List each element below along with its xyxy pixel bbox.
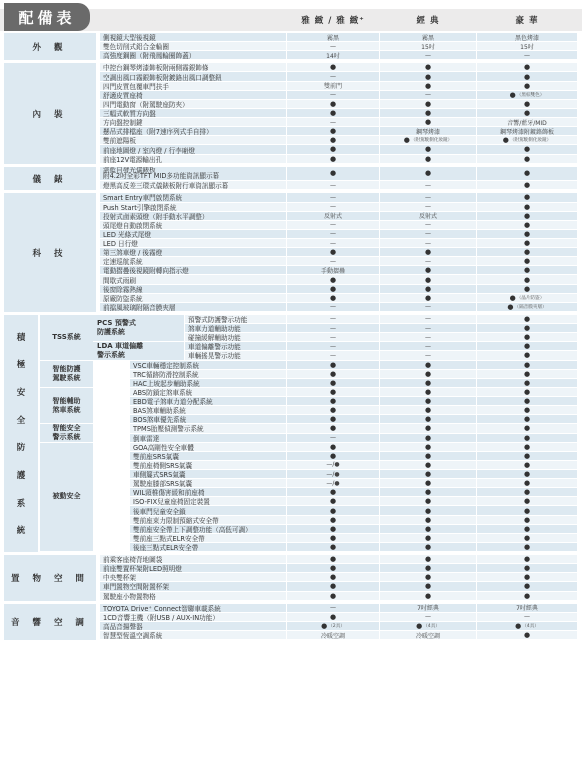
- spec-cell: ●: [380, 506, 476, 515]
- feature-label: 駕駛座膝部SRS氣囊: [130, 479, 286, 488]
- spec-cell: ●: [477, 315, 577, 324]
- spec-cell: ●: [380, 415, 476, 424]
- spec-cell: ●: [477, 351, 577, 360]
- spec-cell: ●: [380, 497, 476, 506]
- spec-cell: ●: [477, 592, 577, 601]
- sub-system-label: PCS 預警式 防護系統: [93, 315, 184, 342]
- spec-cell: ●: [380, 582, 476, 591]
- spec-cell: —: [380, 239, 476, 248]
- section-label-char: 安: [16, 388, 26, 398]
- spec-cell: —: [287, 181, 379, 190]
- spec-cell: [287, 622, 379, 631]
- group-label: 智能防護 駕駛系統: [40, 361, 93, 388]
- feature-label: 雙前座安全帶上下調整功能（高低可調）: [130, 525, 286, 534]
- spec-cell: ●: [380, 461, 476, 470]
- spec-cell: ●: [477, 470, 577, 479]
- spec-cell: —: [287, 342, 379, 351]
- spec-cell: ●: [380, 145, 476, 154]
- feature-label: 中控台鋼琴烤漆飾板附兩側霧銀飾條: [100, 63, 286, 72]
- spec-cell: —: [380, 324, 476, 333]
- spec-cell: ●: [477, 379, 577, 388]
- spec-cell: ●: [477, 181, 577, 190]
- spec-cell: ●: [380, 543, 476, 552]
- feature-label: 投射式鹵素頭燈（附手動水平調整）: [100, 212, 286, 221]
- spec-cell: ●: [287, 555, 379, 564]
- spec-cell: ●: [477, 543, 577, 552]
- spec-cell: ●: [477, 479, 577, 488]
- spec-cell: ●: [287, 573, 379, 582]
- spec-cell: ●: [477, 370, 577, 379]
- section-label: 儀 錶: [4, 167, 96, 191]
- spec-cell: [477, 303, 577, 312]
- cell-note: （黑棕雙色）: [516, 92, 545, 98]
- spec-cell: ●: [287, 525, 379, 534]
- spec-cell: ●: [477, 397, 577, 406]
- cell-note: （隔音膜夾層）: [514, 304, 547, 310]
- spec-cell: ●: [380, 72, 476, 81]
- spec-cell: ●: [287, 127, 379, 136]
- feature-label: 中央雙杯架: [100, 573, 286, 582]
- feature-label: 前座12V電源輸出孔: [100, 155, 286, 164]
- table-header: [0, 0, 582, 31]
- cell-note: （4具）: [423, 623, 440, 629]
- spec-cell: ●: [287, 100, 379, 109]
- spec-cell: [477, 622, 577, 631]
- spec-cell: ●: [287, 516, 379, 525]
- spec-cell: ●: [380, 63, 476, 72]
- spec-cell: ●: [380, 379, 476, 388]
- spec-cell: 鋼琴烤漆: [380, 127, 476, 136]
- group-label: 智能安全 警示系統: [40, 424, 93, 442]
- spec-cell: ●: [477, 324, 577, 333]
- spec-cell: ●: [477, 415, 577, 424]
- included-mark: ●: [515, 621, 522, 630]
- spec-cell: [380, 136, 476, 145]
- spec-cell: ●: [380, 294, 476, 303]
- spec-cell: ●: [287, 406, 379, 415]
- spec-cell: ●: [477, 248, 577, 257]
- feature-label: ISO-FIX兒童座椅固定裝置: [130, 497, 286, 506]
- spec-cell: ●: [287, 388, 379, 397]
- section-label: 置 物 空 間: [4, 555, 96, 601]
- spec-cell: ●: [477, 361, 577, 370]
- feature-label: Push Start引擎啟閉系統: [100, 203, 286, 212]
- spec-cell: —: [287, 303, 379, 312]
- spec-cell: —/●: [287, 479, 379, 488]
- feature-label: 四門電動窗（附駕駛座防夾）: [100, 100, 286, 109]
- spec-cell: ●: [287, 145, 379, 154]
- spec-cell: ●: [477, 534, 577, 543]
- included-mark: ●: [509, 293, 516, 302]
- spec-cell: 霧黑: [380, 33, 476, 42]
- feature-label: 後車門兒童安全鎖: [130, 506, 286, 515]
- feature-label: 雙前座束力限制預縮式安全帶: [130, 516, 286, 525]
- spec-cell: ●: [380, 167, 476, 182]
- feature-label: 倒車雷達: [130, 434, 286, 443]
- spec-cell: ●: [477, 212, 577, 221]
- spec-cell: ●: [477, 333, 577, 342]
- feature-label: 車輛搖晃警示功能: [185, 351, 286, 360]
- feature-label: ABS防鎖定煞車系統: [130, 388, 286, 397]
- spec-cell: —: [287, 72, 379, 81]
- feature-label: 預警式防護警示功能: [185, 315, 286, 324]
- spec-cell: ●: [477, 100, 577, 109]
- spec-cell: ●: [477, 63, 577, 72]
- feature-label: TOYOTA Drive⁺ Connect智聯車載系統: [100, 604, 286, 613]
- spec-cell: ●: [287, 136, 379, 145]
- spec-cell: ●: [287, 488, 379, 497]
- spec-cell: ●: [380, 370, 476, 379]
- spec-cell: ●: [477, 155, 577, 164]
- cell-note: （晶片防盜）: [516, 295, 545, 301]
- spec-cell: ●: [477, 573, 577, 582]
- spec-cell: 手動摺疊: [287, 266, 379, 275]
- spec-cell: ●: [380, 443, 476, 452]
- spec-cell: ●: [287, 167, 379, 182]
- spec-cell: ●: [477, 275, 577, 284]
- spec-cell: —: [380, 221, 476, 230]
- spec-cell: —: [287, 193, 379, 202]
- included-mark: ●: [321, 621, 328, 630]
- spec-cell: ●: [477, 203, 577, 212]
- feature-label: WIL頸椎傷害緩和前座椅: [130, 488, 286, 497]
- feature-label: 車門置物空間附置杯架: [100, 582, 286, 591]
- spec-cell: —: [287, 118, 379, 127]
- spec-cell: ●: [380, 109, 476, 118]
- spec-cell: —: [287, 230, 379, 239]
- feature-label: 原廠防盜系統: [100, 294, 286, 303]
- spec-cell: [477, 91, 577, 100]
- spec-cell: ●: [477, 257, 577, 266]
- feature-label: 煞車力道輔助功能: [185, 324, 286, 333]
- spec-cell: ●: [287, 294, 379, 303]
- spec-cell: ●: [477, 461, 577, 470]
- spec-cell: —: [380, 351, 476, 360]
- feature-label: 車道偏離警示功能: [185, 342, 286, 351]
- feature-label: 懸吊式排檔座（附7速序列式手自排）: [100, 127, 286, 136]
- section-label: 外 觀: [4, 33, 96, 60]
- spec-cell: ●: [477, 109, 577, 118]
- feature-label: Smart Entry車門啟閉系統: [100, 193, 286, 202]
- spec-cell: ●: [477, 506, 577, 515]
- feature-label: 燈黑高反差三環式儀錶板附行車資訊顯示幕: [100, 181, 286, 190]
- spec-cell: ●: [380, 361, 476, 370]
- spec-cell: —: [287, 315, 379, 324]
- spec-cell: 雙前門: [287, 82, 379, 91]
- spec-cell: ●: [477, 266, 577, 275]
- feature-label: TPMS胎壓偵測警示系統: [130, 424, 286, 433]
- feature-label: 1CD音響主機（附USB / AUX-IN功能）: [100, 613, 286, 622]
- spec-cell: ●: [380, 479, 476, 488]
- spec-cell: ●: [477, 388, 577, 397]
- spec-cell: ●: [380, 452, 476, 461]
- spec-cell: 音響/藍牙/MID: [477, 118, 577, 127]
- feature-label: 側視鏡大型後視鏡: [100, 33, 286, 42]
- spec-cell: —: [477, 51, 577, 60]
- spec-cell: ●: [477, 221, 577, 230]
- included-mark: ●: [502, 136, 509, 145]
- spec-cell: 反射式: [287, 212, 379, 221]
- spec-cell: 14吋: [287, 51, 379, 60]
- spec-cell: —: [287, 434, 379, 443]
- spec-cell: —: [380, 181, 476, 190]
- spec-cell: 冷暖空調: [287, 631, 379, 640]
- spec-cell: ●: [287, 424, 379, 433]
- spec-cell: ●: [380, 470, 476, 479]
- included-mark: ●: [507, 302, 514, 311]
- feature-label: 舒適皮質座椅: [100, 91, 286, 100]
- spec-cell: ●: [380, 118, 476, 127]
- section-label-char: 極: [16, 360, 26, 371]
- spec-cell: ●: [287, 543, 379, 552]
- spec-cell: 冷暖空調: [380, 631, 476, 640]
- spec-cell: ●: [287, 109, 379, 118]
- spec-cell: ●: [380, 275, 476, 284]
- feature-label: 湛藍自發光儀錶板 附4.2吋全彩TFT MID多功能資訊顯示幕: [100, 167, 286, 182]
- spec-cell: ●: [380, 248, 476, 257]
- section-label-char: 護: [16, 470, 26, 481]
- section-label-char: 全: [16, 415, 26, 426]
- feature-label: 雙前座椅側SRS氣囊: [130, 461, 286, 470]
- feature-label: 前座雙置杯架附LED照明燈: [100, 564, 286, 573]
- spec-cell: ●: [477, 424, 577, 433]
- spec-cell: —: [287, 221, 379, 230]
- spec-cell: ●: [380, 285, 476, 294]
- spec-cell: ●: [380, 534, 476, 543]
- grade-header-classic: 經 典: [416, 16, 440, 26]
- spec-cell: [477, 294, 577, 303]
- spec-cell: ●: [380, 573, 476, 582]
- spec-cell: ●: [380, 388, 476, 397]
- spec-cell: ●: [380, 266, 476, 275]
- spec-cell: —: [380, 342, 476, 351]
- spec-cell: ●: [287, 285, 379, 294]
- spec-cell: —: [380, 315, 476, 324]
- spec-cell: ●: [477, 497, 577, 506]
- spec-cell: ●: [380, 155, 476, 164]
- feature-label: 方向盤控制鍵: [100, 118, 286, 127]
- grade-header-luxury: 豪 華: [515, 16, 539, 26]
- cell-note: （附駕駛側化妝鏡）: [410, 138, 453, 144]
- feature-label: 電動摺疊後視鏡附轉向指示燈: [100, 266, 286, 275]
- spec-cell: ●: [287, 592, 379, 601]
- spec-cell: ●: [477, 285, 577, 294]
- spec-cell: —/●: [287, 470, 379, 479]
- spec-cell: ●: [287, 443, 379, 452]
- spec-cell: —: [380, 91, 476, 100]
- feature-label: LED 日行燈: [100, 239, 286, 248]
- feature-label: 三幅式軟質方向盤: [100, 109, 286, 118]
- spec-cell: ●: [287, 397, 379, 406]
- spec-cell: —: [287, 351, 379, 360]
- spec-cell: ●: [380, 555, 476, 564]
- group-label: TSS系統: [40, 315, 93, 361]
- feature-label: 間歇式雨刷: [100, 275, 286, 284]
- feature-label: LED 光條式尾燈: [100, 230, 286, 239]
- section-label: 內 裝: [4, 63, 96, 163]
- spec-cell: ●: [287, 582, 379, 591]
- spec-cell: —: [287, 604, 379, 613]
- spec-cell: ●: [477, 230, 577, 239]
- spec-cell: ●: [477, 406, 577, 415]
- spec-cell: ●: [287, 534, 379, 543]
- included-mark: ●: [416, 621, 423, 630]
- spec-cell: ●: [477, 193, 577, 202]
- feature-label: 高強度鋼圈（附飛鳳輪圈飾蓋）: [100, 51, 286, 60]
- section-label: 科 技: [4, 193, 96, 312]
- feature-label: 雙色切削式鋁合金輪圈: [100, 42, 286, 51]
- spec-cell: 15吋: [477, 42, 577, 51]
- spec-cell: —: [287, 324, 379, 333]
- spec-cell: ●: [477, 582, 577, 591]
- included-mark: ●: [403, 136, 410, 145]
- spec-cell: ●: [287, 415, 379, 424]
- spec-cell: 7吋經典: [477, 604, 577, 613]
- spec-cell: 反射式: [380, 212, 476, 221]
- spec-cell: 霧黑: [287, 33, 379, 42]
- section-label-char: 系: [16, 498, 26, 509]
- spec-cell: ●: [477, 516, 577, 525]
- spec-cell: —: [380, 230, 476, 239]
- feature-label: VSC車輛穩定控制系統: [130, 361, 286, 370]
- spec-cell: —: [380, 613, 476, 622]
- spec-cell: 鋼琴烤漆附鍍鉻飾板: [477, 127, 577, 136]
- spec-cell: ●: [287, 613, 379, 622]
- spec-cell: ●: [380, 525, 476, 534]
- feature-label: 車側簾式SRS氣囊: [130, 470, 286, 479]
- section-label-vertical: [4, 315, 38, 552]
- feature-label: 定速巡航系統: [100, 257, 286, 266]
- spec-cell: —: [477, 613, 577, 622]
- spec-cell: ●: [477, 434, 577, 443]
- feature-label: 前座地圖燈 / 室內燈 / 行李廂燈: [100, 145, 286, 154]
- spec-cell: ●: [477, 452, 577, 461]
- spec-cell: ●: [477, 488, 577, 497]
- grade-header-standard: 雅 緻 / 雅 緻⁺: [301, 16, 365, 26]
- feature-label: 雙前座三點式ELR安全帶: [130, 534, 286, 543]
- spec-cell: ●: [477, 145, 577, 154]
- spec-cell: 15吋: [380, 42, 476, 51]
- spec-cell: ●: [380, 406, 476, 415]
- feature-label: 前乘客座椅背地圖袋: [100, 555, 286, 564]
- cell-note: （附駕駛側化妝鏡）: [509, 138, 552, 144]
- feature-label: 雙前遮陽板: [100, 136, 286, 145]
- feature-label: 後窗除霧熱線: [100, 285, 286, 294]
- spec-cell: —/●: [287, 461, 379, 470]
- spec-cell: —: [287, 239, 379, 248]
- feature-label: BAS煞車輔助系統: [130, 406, 286, 415]
- spec-cell: ●: [380, 100, 476, 109]
- spec-cell: ●: [477, 631, 577, 640]
- spec-cell: ●: [477, 72, 577, 81]
- spec-cell: —: [287, 91, 379, 100]
- section-label-char: 防: [16, 443, 26, 454]
- feature-label: EBD電子煞車力道分配系統: [130, 397, 286, 406]
- feature-label: 碰撞緩解輔助功能: [185, 333, 286, 342]
- spec-cell: —: [287, 333, 379, 342]
- spec-cell: ●: [477, 342, 577, 351]
- spec-cell: ●: [477, 167, 577, 182]
- cell-note: （4具）: [522, 623, 539, 629]
- spec-cell: ●: [287, 63, 379, 72]
- cell-note: （2具）: [328, 623, 345, 629]
- spec-cell: [477, 136, 577, 145]
- spec-cell: —: [380, 51, 476, 60]
- feature-label: 前擋風玻璃附隔音膜夾層: [100, 303, 286, 312]
- spec-cell: ●: [287, 452, 379, 461]
- page-title: 配備表: [4, 3, 90, 31]
- spec-cell: ●: [287, 379, 379, 388]
- feature-label: TRC循跡防滑控制系統: [130, 370, 286, 379]
- spec-cell: ●: [287, 248, 379, 257]
- spec-cell: ●: [380, 82, 476, 91]
- group-label: 被動安全: [40, 443, 93, 552]
- feature-label: 四門皮質包覆車門扶手: [100, 82, 286, 91]
- spec-cell: —: [380, 303, 476, 312]
- spec-cell: ●: [380, 592, 476, 601]
- spec-cell: ●: [380, 397, 476, 406]
- spec-cell: ●: [477, 564, 577, 573]
- spec-cell: ●: [477, 555, 577, 564]
- spec-cell: ●: [380, 488, 476, 497]
- spec-cell: ●: [287, 155, 379, 164]
- group-label: 智能輔助 煞車系統: [40, 388, 93, 424]
- spec-cell: ●: [477, 239, 577, 248]
- spec-cell: —: [380, 203, 476, 212]
- spec-cell: ●: [380, 424, 476, 433]
- feature-label: 第三煞車燈 / 後霧燈: [100, 248, 286, 257]
- included-mark: ●: [509, 90, 516, 99]
- feature-label: GOA高剛性安全車體: [130, 443, 286, 452]
- feature-label: 智慧型恆溫空調系統: [100, 631, 286, 640]
- feature-label: HAC上坡起步輔助系統: [130, 379, 286, 388]
- spec-cell: ●: [380, 434, 476, 443]
- spec-cell: ●: [380, 564, 476, 573]
- feature-label: 空調出風口霧銀飾板附鍍鉻出風口調整鈕: [100, 72, 286, 81]
- spec-cell: ●: [477, 525, 577, 534]
- spec-cell: ●: [287, 275, 379, 284]
- spec-cell: ●: [287, 370, 379, 379]
- spec-cell: ●: [380, 516, 476, 525]
- spec-cell: ●: [287, 564, 379, 573]
- spec-cell: ●: [477, 443, 577, 452]
- spec-cell: ●: [477, 82, 577, 91]
- section-label-char: 積: [16, 332, 26, 343]
- feature-label: 高品音揚聲器: [100, 622, 286, 631]
- spec-cell: 黑色烤漆: [477, 33, 577, 42]
- feature-label: 雙前座SRS氣囊: [130, 452, 286, 461]
- spec-cell: ●: [287, 506, 379, 515]
- sub-system-label: LDA 車道偏離 警示系統: [93, 342, 184, 360]
- feature-label: 頭尾燈自動啟閉系統: [100, 221, 286, 230]
- spec-cell: ●: [287, 497, 379, 506]
- spec-cell: —: [287, 42, 379, 51]
- feature-label: BOS煞車優先系統: [130, 415, 286, 424]
- spec-cell: —: [380, 193, 476, 202]
- spec-cell: —: [380, 257, 476, 266]
- spec-cell: [380, 622, 476, 631]
- section-label-char: 統: [16, 526, 26, 537]
- spec-cell: ●: [287, 361, 379, 370]
- section-label: 音 響 空 調: [4, 604, 96, 640]
- feature-label: 駕駛座小物置物格: [100, 592, 286, 601]
- spec-cell: —: [287, 257, 379, 266]
- spec-cell: —: [380, 333, 476, 342]
- spec-cell: 7吋經典: [380, 604, 476, 613]
- feature-label: 後座三點式ELR安全帶: [130, 543, 286, 552]
- spec-cell: —: [287, 203, 379, 212]
